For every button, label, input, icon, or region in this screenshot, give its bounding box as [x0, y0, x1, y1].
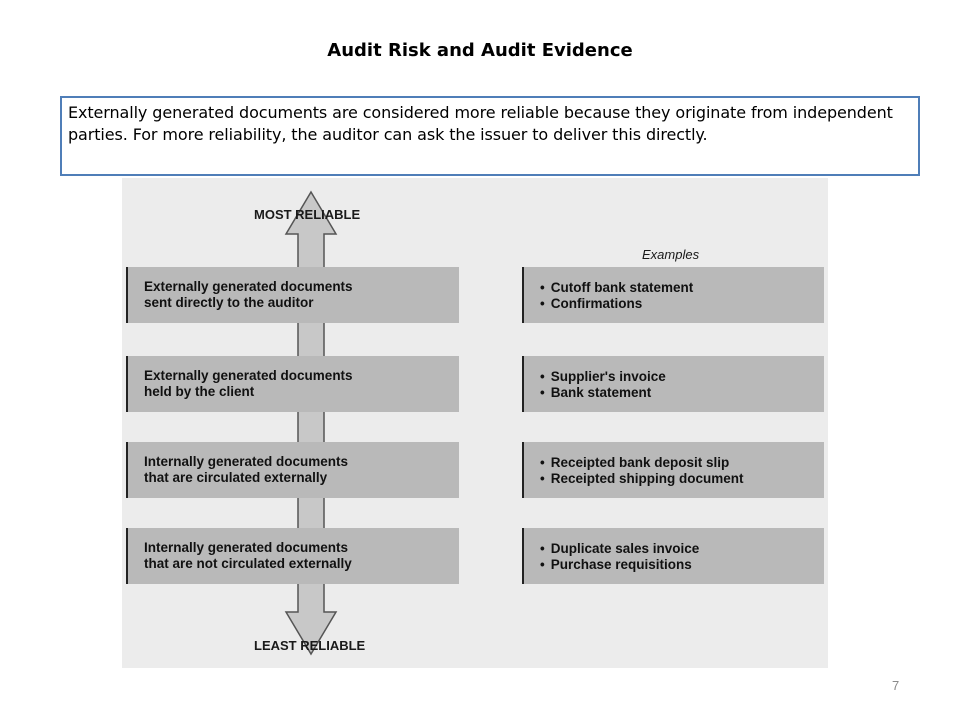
examples-box-3: [522, 442, 824, 498]
double-arrow-shape: [286, 192, 336, 654]
level-1-line-2: sent directly to the auditor: [144, 295, 314, 310]
example-item: • Receipted shipping document: [540, 471, 824, 487]
examples-box-4: [522, 528, 824, 584]
most-reliable-label: MOST RELIABLE: [254, 207, 361, 222]
example-item: • Supplier's invoice: [540, 369, 824, 385]
level-4-line-1: Internally generated documents: [144, 540, 349, 555]
level-3-line-2: that are circulated externally: [144, 470, 328, 485]
example-item: • Purchase requisitions: [540, 557, 824, 573]
example-item: • Confirmations: [540, 296, 824, 312]
callout-text: Externally generated documents are considered more reliable because they originate from independent parties. For more reliability, the auditor can ask the issuer to deliver this directly.: [68, 103, 893, 144]
examples-box-1: [522, 267, 824, 323]
level-3-line-1: Internally generated documents: [144, 454, 349, 469]
examples-box-2: [522, 356, 824, 412]
level-box-3: [126, 442, 459, 498]
page-number: 7: [892, 678, 900, 693]
example-item: • Receipted bank deposit slip: [540, 455, 824, 471]
example-item: • Cutoff bank statement: [540, 280, 824, 296]
examples-heading: Examples: [642, 247, 700, 262]
example-item: • Duplicate sales invoice: [540, 541, 824, 557]
reliability-diagram: [122, 178, 828, 668]
level-2-line-2: held by the client: [144, 384, 255, 399]
slide-title: Audit Risk and Audit Evidence: [327, 40, 633, 61]
level-box-1: [126, 267, 459, 323]
level-box-4: [126, 528, 459, 584]
level-2-line-1: Externally generated documents: [144, 368, 353, 383]
least-reliable-label: LEAST RELIABLE: [254, 638, 366, 653]
callout-box: [60, 96, 920, 176]
level-4-line-2: that are not circulated externally: [144, 556, 352, 571]
reliability-arrow: [122, 178, 828, 668]
level-box-2: [126, 356, 459, 412]
level-1-line-1: Externally generated documents: [144, 279, 353, 294]
example-item: • Bank statement: [540, 385, 824, 401]
